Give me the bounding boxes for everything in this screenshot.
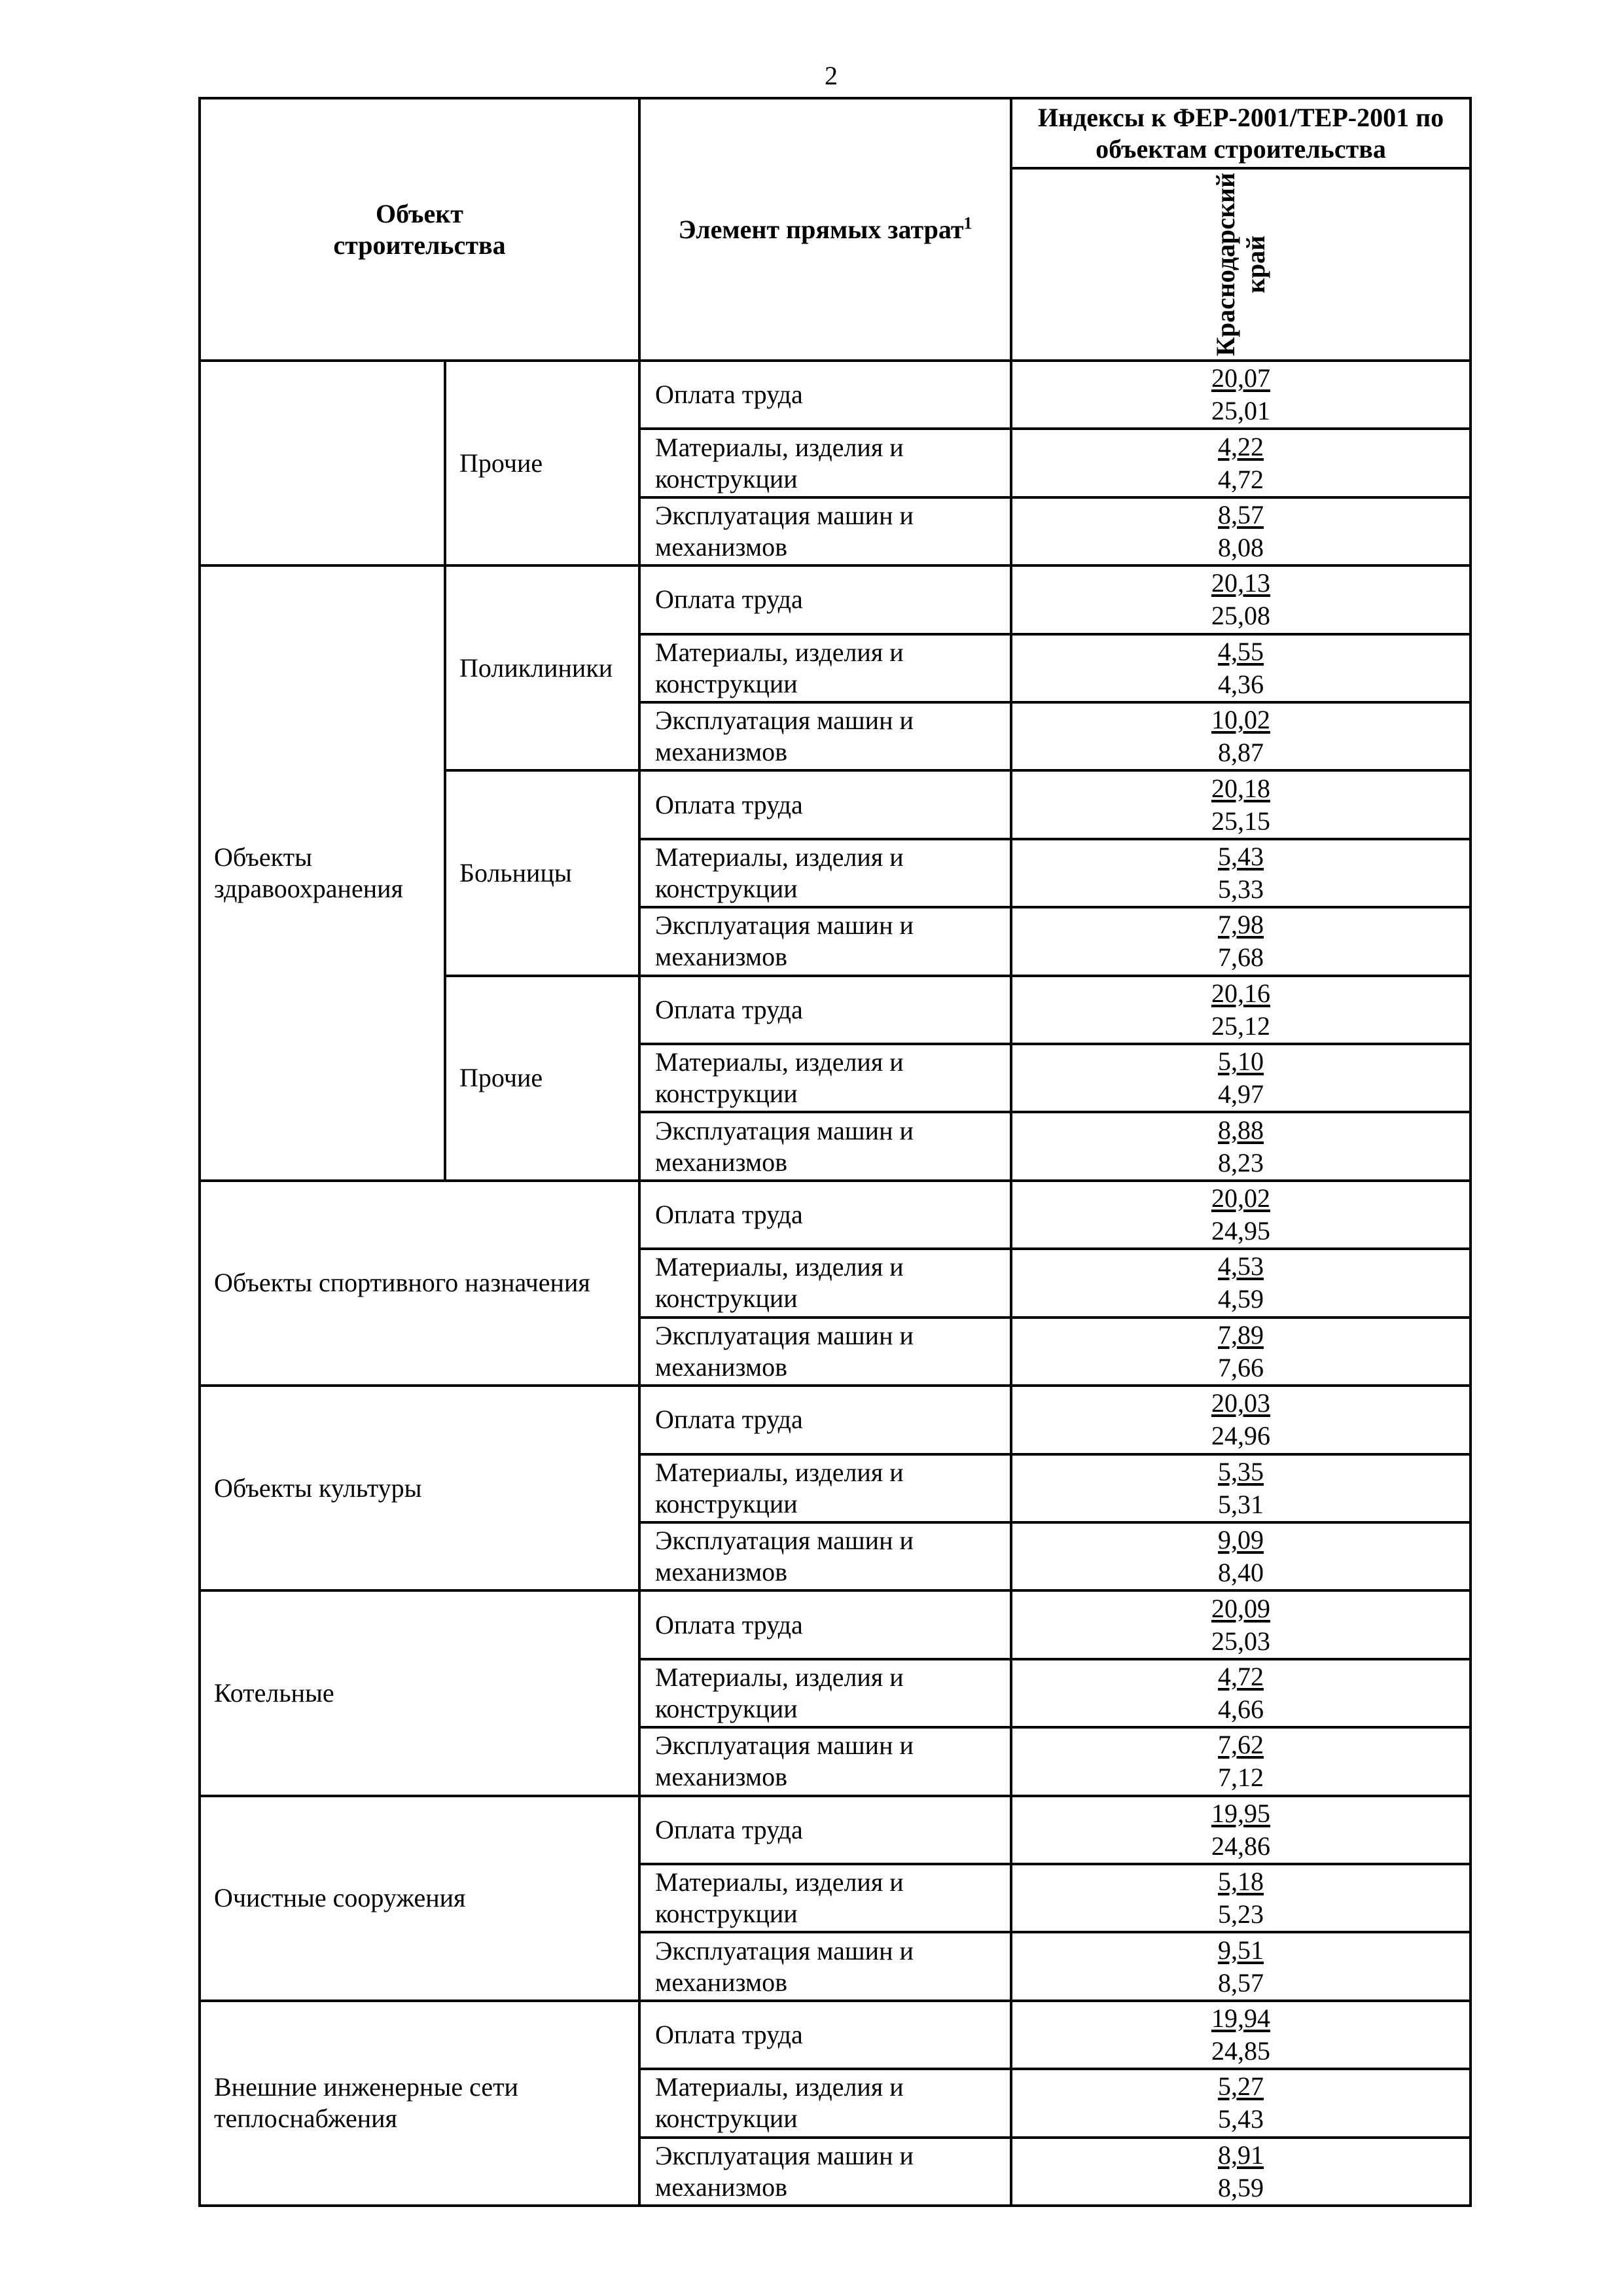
footnote-marker: 1 (963, 213, 972, 233)
header-object (200, 98, 639, 361)
header-indexes (1011, 98, 1471, 168)
fer-index-value: 7,62 (1218, 1730, 1264, 1760)
object-name-cell: Котельные (200, 1590, 639, 1795)
table-row (200, 1386, 1471, 1454)
index-value-cell (1011, 907, 1471, 975)
ter-index-value: 4,97 (1218, 1079, 1264, 1109)
index-value-cell (1011, 2069, 1471, 2137)
fer-index-value: 5,43 (1218, 842, 1264, 872)
cost-element-cell: Оплата труда (639, 1386, 1011, 1454)
index-value-cell (1011, 1318, 1471, 1386)
cost-element-cell: Эксплуатация машин и механизмов (639, 1727, 1011, 1795)
ter-index-value: 4,36 (1218, 669, 1264, 699)
index-value-cell (1011, 361, 1471, 429)
ter-index-value: 8,40 (1218, 1558, 1264, 1588)
header-indexes-label: Индексы к ФЕР-2001/ТЕР-2001 по объектам строительства (1037, 102, 1444, 164)
ter-index-value: 25,03 (1211, 1626, 1270, 1656)
cost-element-cell: Оплата труда (639, 976, 1011, 1044)
ter-index-value: 7,66 (1218, 1352, 1264, 1382)
index-value-cell (1011, 1590, 1471, 1659)
table-row (200, 1181, 1471, 1249)
index-value-cell (1011, 770, 1471, 838)
ter-index-value: 4,72 (1218, 464, 1264, 494)
table-row (200, 361, 1471, 429)
table-row (200, 1796, 1471, 1864)
ter-index-value: 8,08 (1218, 533, 1264, 563)
cost-element-cell: Эксплуатация машин и механизмов (639, 1112, 1011, 1180)
fer-index-value: 8,88 (1218, 1115, 1264, 1145)
cost-element-cell: Оплата труда (639, 1796, 1011, 1864)
ter-index-value: 8,57 (1218, 1967, 1264, 1998)
object-name-cell (200, 361, 445, 565)
fer-index-value: 7,98 (1218, 910, 1264, 940)
fer-index-value: 5,10 (1218, 1047, 1264, 1077)
cost-element-cell: Материалы, изделия и конструкции (639, 634, 1011, 702)
fer-index-value: 10,02 (1211, 705, 1270, 735)
ter-index-value: 25,12 (1211, 1011, 1270, 1041)
header-region (1011, 168, 1471, 361)
index-value-cell (1011, 2138, 1471, 2206)
page-number: 2 (825, 61, 838, 90)
ter-index-value: 7,68 (1218, 942, 1264, 973)
index-value-cell (1011, 497, 1471, 565)
index-value-cell (1011, 1454, 1471, 1522)
ter-index-value: 4,59 (1218, 1284, 1264, 1314)
fer-index-value: 20,13 (1211, 568, 1270, 598)
fer-index-value: 4,55 (1218, 636, 1264, 666)
ter-index-value: 4,66 (1218, 1694, 1264, 1724)
table-header (200, 98, 1471, 361)
subobject-name-cell: Прочие (445, 361, 639, 565)
fer-index-value: 5,27 (1218, 2072, 1264, 2102)
ter-index-value: 8,87 (1218, 738, 1264, 768)
ter-index-value: 24,96 (1211, 1421, 1270, 1451)
cost-element-cell: Эксплуатация машин и механизмов (639, 497, 1011, 565)
index-value-cell (1011, 702, 1471, 770)
cost-element-cell: Оплата труда (639, 1590, 1011, 1659)
index-value-cell (1011, 1522, 1471, 1590)
index-value-cell (1011, 976, 1471, 1044)
object-name-cell: Очистные сооружения (200, 1796, 639, 2001)
fer-index-value: 5,35 (1218, 1456, 1264, 1486)
index-value-cell (1011, 2001, 1471, 2069)
cost-element-cell: Материалы, изделия и конструкции (639, 1044, 1011, 1112)
index-value-cell (1011, 1181, 1471, 1249)
object-name-cell: Объекты культуры (200, 1386, 639, 1590)
ter-index-value: 25,15 (1211, 806, 1270, 836)
cost-element-cell: Материалы, изделия и конструкции (639, 1249, 1011, 1317)
fer-index-value: 5,18 (1218, 1867, 1264, 1897)
header-region-label: Краснодарский край (1211, 172, 1270, 357)
index-value-cell (1011, 1659, 1471, 1727)
index-value-cell (1011, 1796, 1471, 1864)
table-row (200, 1590, 1471, 1659)
fer-index-value: 20,03 (1211, 1388, 1270, 1418)
fer-index-value: 9,51 (1218, 1935, 1264, 1965)
fer-index-value: 8,91 (1218, 2140, 1264, 2170)
fer-index-value: 4,72 (1218, 1661, 1264, 1691)
index-value-cell (1011, 634, 1471, 702)
index-value-cell (1011, 1386, 1471, 1454)
header-element-label: Элемент прямых затрат (678, 214, 964, 244)
cost-element-cell: Эксплуатация машин и механизмов (639, 1318, 1011, 1386)
ter-index-value: 5,23 (1218, 1899, 1264, 1929)
fer-index-value: 4,53 (1218, 1251, 1264, 1282)
object-name-cell: Объекты здравоохранения (200, 565, 445, 1181)
cost-element-cell: Эксплуатация машин и механизмов (639, 2138, 1011, 2206)
subobject-name-cell: Больницы (445, 770, 639, 975)
ter-index-value: 5,31 (1218, 1489, 1264, 1519)
table-body (200, 361, 1471, 2206)
index-value-cell (1011, 839, 1471, 907)
index-value-cell (1011, 1249, 1471, 1317)
index-value-cell (1011, 565, 1471, 634)
ter-index-value: 24,85 (1211, 2036, 1270, 2066)
cost-element-cell: Эксплуатация машин и механизмов (639, 907, 1011, 975)
cost-element-cell: Материалы, изделия и конструкции (639, 1864, 1011, 1932)
header-element (639, 98, 1011, 361)
index-value-cell (1011, 1932, 1471, 2000)
index-value-cell (1011, 429, 1471, 497)
fer-index-value: 19,94 (1211, 2003, 1270, 2033)
header-object-label: Объект строительства (333, 198, 506, 260)
fer-index-value: 8,57 (1218, 500, 1264, 530)
subobject-name-cell: Прочие (445, 976, 639, 1181)
fer-index-value: 20,07 (1211, 363, 1270, 393)
cost-element-cell: Оплата труда (639, 2001, 1011, 2069)
ter-index-value: 25,08 (1211, 601, 1270, 631)
ter-index-value: 5,33 (1218, 874, 1264, 905)
object-name-cell: Объекты спортивного назначения (200, 1181, 639, 1386)
cost-element-cell: Оплата труда (639, 565, 1011, 634)
cost-element-cell: Материалы, изделия и конструкции (639, 839, 1011, 907)
ter-index-value: 24,86 (1211, 1831, 1270, 1861)
subobject-name-cell: Поликлиники (445, 565, 639, 770)
ter-index-value: 8,23 (1218, 1147, 1264, 1177)
fer-index-value: 7,89 (1218, 1319, 1264, 1350)
fer-index-value: 9,09 (1218, 1525, 1264, 1555)
ter-index-value: 25,01 (1211, 396, 1270, 426)
index-value-cell (1011, 1727, 1471, 1795)
object-name-cell: Внешние инженерные сети теплоснабжения (200, 2001, 639, 2206)
ter-index-value: 7,12 (1218, 1763, 1264, 1793)
fer-index-value: 20,18 (1211, 773, 1270, 803)
cost-element-cell: Оплата труда (639, 770, 1011, 838)
index-value-cell (1011, 1864, 1471, 1932)
fer-index-value: 4,22 (1218, 431, 1264, 461)
ter-index-value: 8,59 (1218, 2172, 1264, 2202)
table-row (200, 565, 1471, 634)
fer-index-value: 19,95 (1211, 1798, 1270, 1828)
ter-index-value: 24,95 (1211, 1216, 1270, 1246)
index-value-cell (1011, 1044, 1471, 1112)
cost-element-cell: Материалы, изделия и конструкции (639, 1659, 1011, 1727)
cost-element-cell: Эксплуатация машин и механизмов (639, 1932, 1011, 2000)
fer-index-value: 20,02 (1211, 1183, 1270, 1213)
cost-element-cell: Оплата труда (639, 361, 1011, 429)
index-value-cell (1011, 1112, 1471, 1180)
table-row (200, 2001, 1471, 2069)
ter-index-value: 5,43 (1218, 2104, 1264, 2134)
cost-element-cell: Материалы, изделия и конструкции (639, 2069, 1011, 2137)
fer-index-value: 20,16 (1211, 978, 1270, 1008)
cost-element-cell: Эксплуатация машин и механизмов (639, 702, 1011, 770)
cost-element-cell: Эксплуатация машин и механизмов (639, 1522, 1011, 1590)
cost-element-cell: Материалы, изделия и конструкции (639, 429, 1011, 497)
cost-element-cell: Оплата труда (639, 1181, 1011, 1249)
fer-index-value: 20,09 (1211, 1593, 1270, 1623)
cost-element-cell: Материалы, изделия и конструкции (639, 1454, 1011, 1522)
construction-index-table (198, 97, 1472, 2207)
